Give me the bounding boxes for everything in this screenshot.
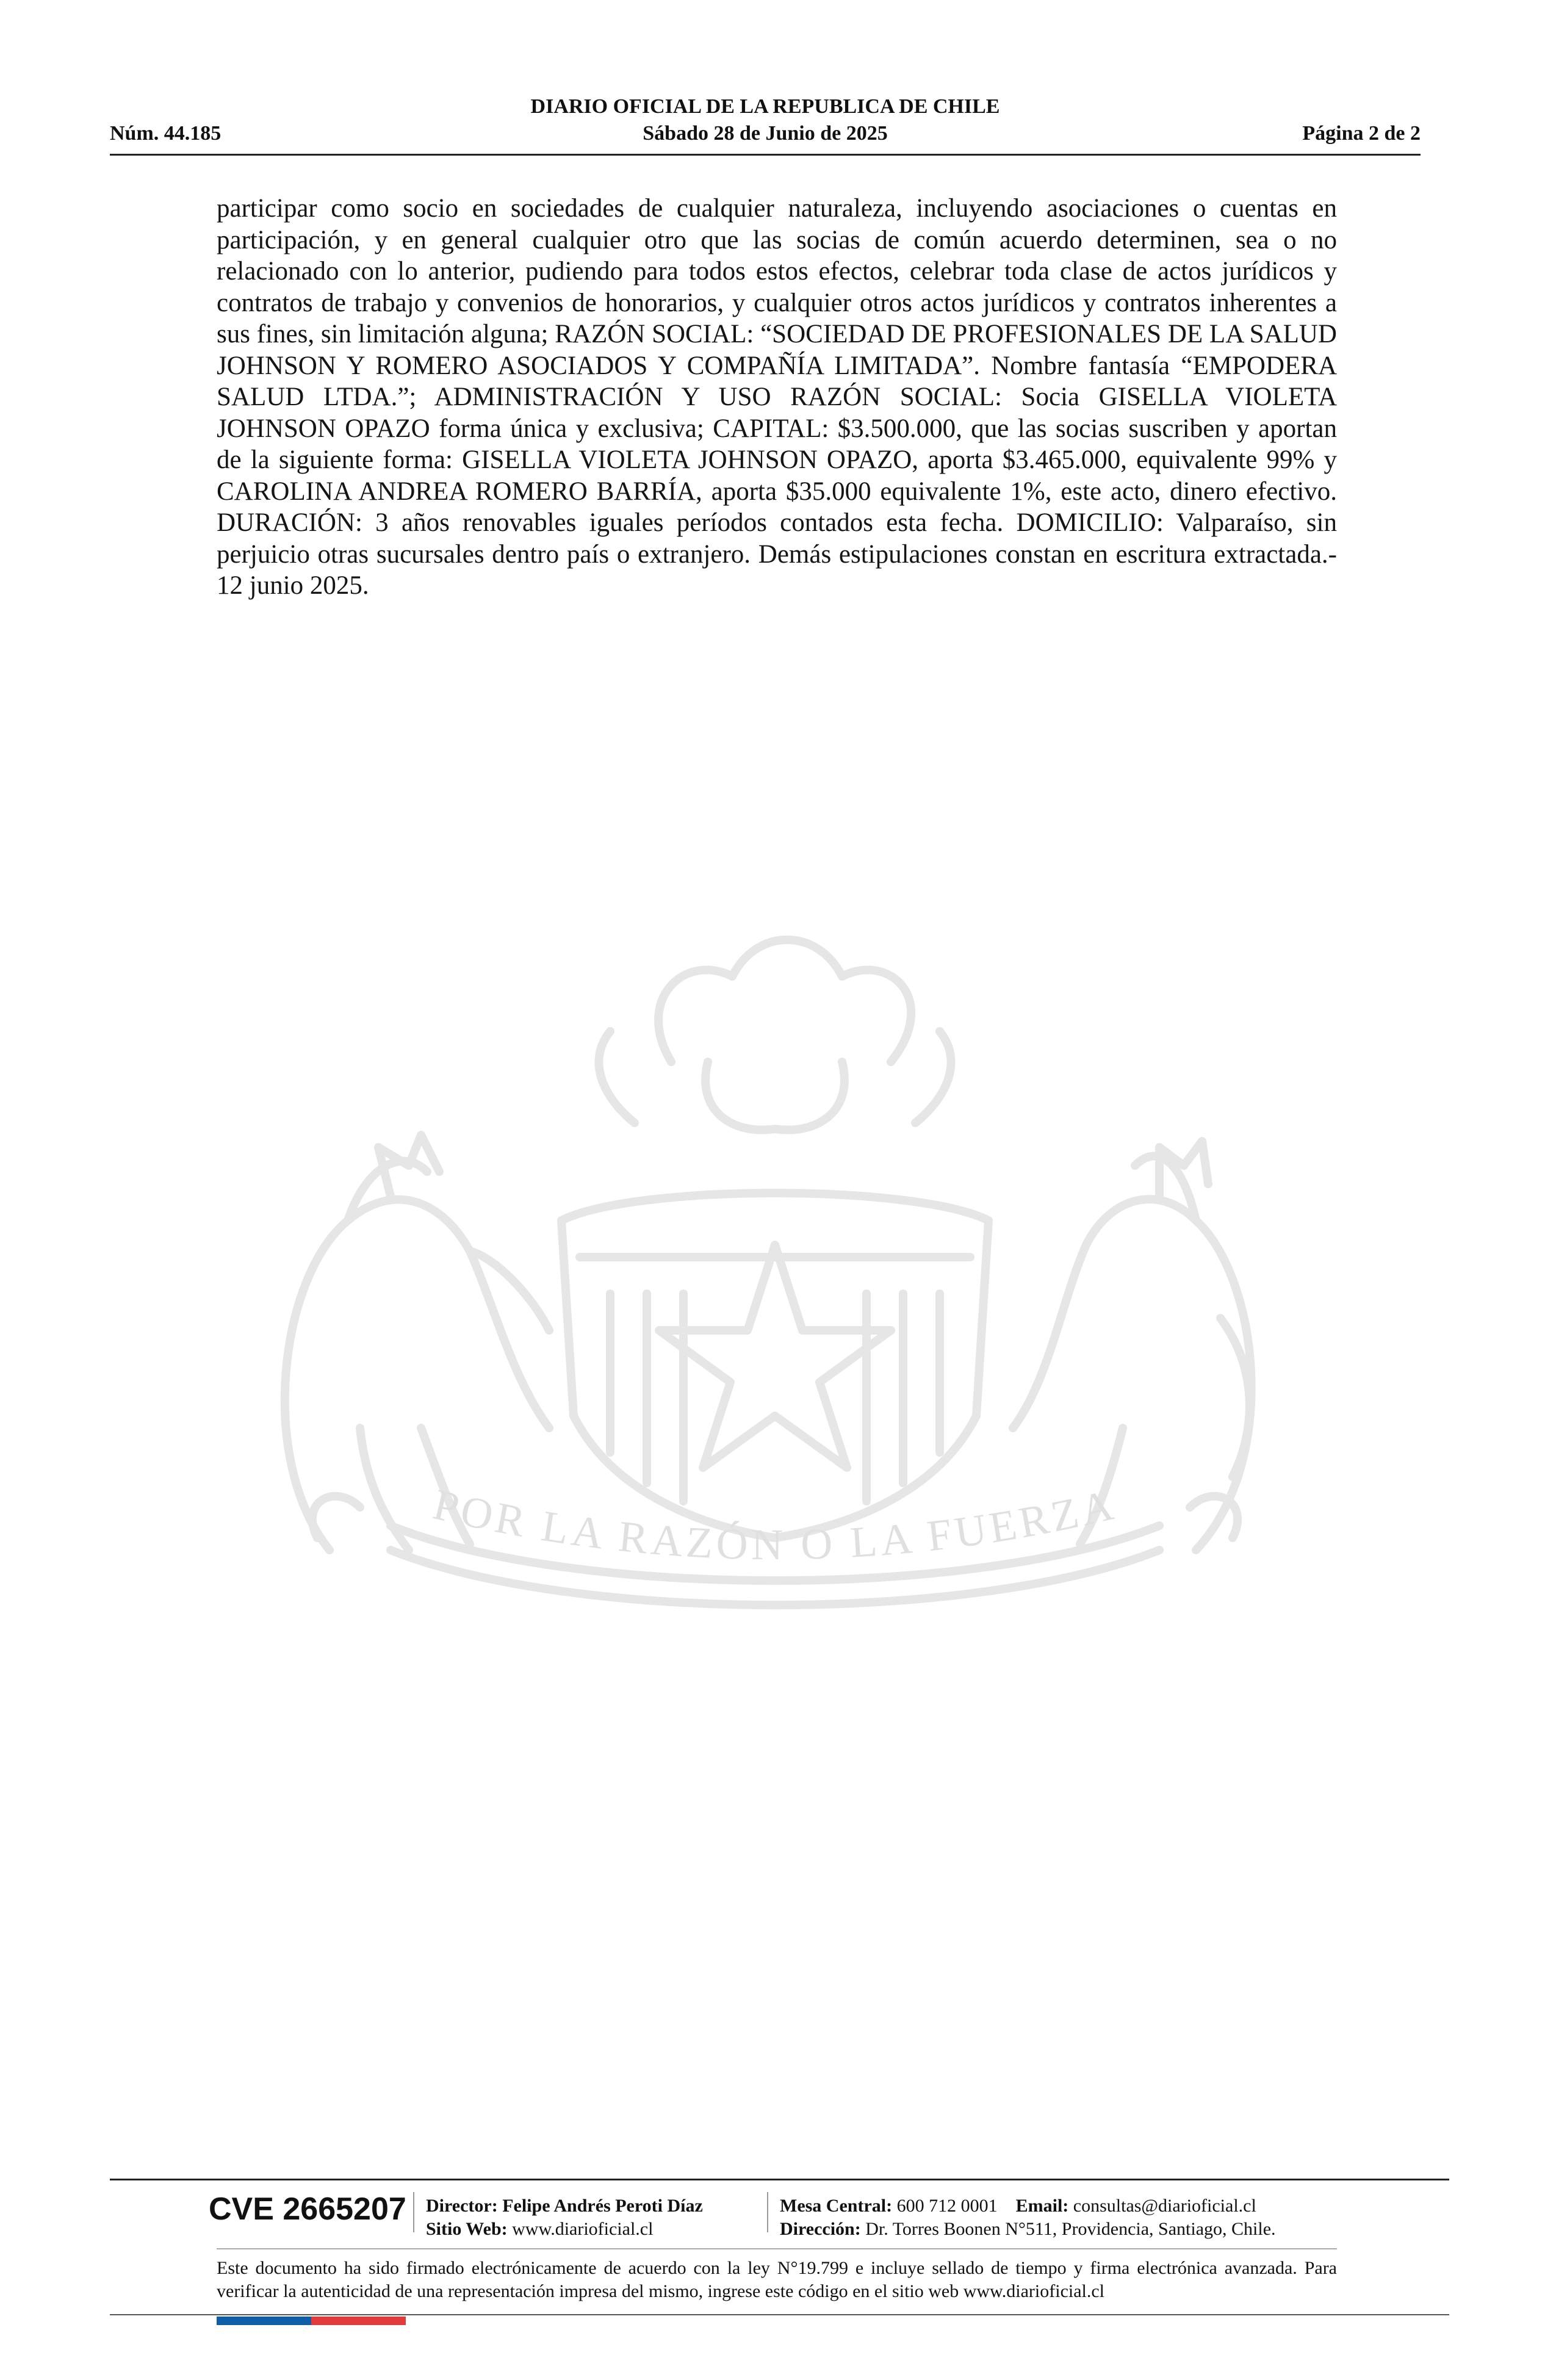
director-name: Felipe Andrés Peroti Díaz [502, 2196, 703, 2216]
mesa-label: Mesa Central: [780, 2196, 893, 2216]
footer-director-block [426, 2194, 703, 2241]
issue-date: Sábado 28 de Junio de 2025 [643, 122, 888, 145]
email-label: Email: [1015, 2196, 1069, 2216]
footer-contact-block [780, 2194, 1276, 2241]
footer-divider-bottom [110, 2314, 1449, 2315]
website-link[interactable]: www.diarioficial.cl [512, 2219, 654, 2239]
footer-separator [413, 2192, 414, 2232]
address-value: Dr. Torres Boonen N°511, Providencia, Santiago, Chile. [865, 2219, 1276, 2239]
header-divider [110, 154, 1421, 156]
website-label: Sitio Web: [426, 2219, 508, 2239]
publication-title: DIARIO OFICIAL DE LA REPUBLICA DE CHILE [530, 95, 1000, 118]
signature-notice: Este documento ha sido firmado electrónicamente de acuerdo con la ley N°19.799 e incluye sellado de tiempo y firma electrónica avanzada. Para verificar la autenticidad de una representación impresa del mismo, ingrese este código en el sitio web www.diarioficial.cl [217, 2258, 1337, 2301]
issue-number: Núm. 44.185 [110, 122, 222, 145]
svg-text:POR LA RAZÓN O LA FUERZA [429, 1480, 1121, 1570]
mesa-phone: 600 712 0001 [896, 2196, 998, 2216]
page-number: Página 2 de 2 [1302, 122, 1421, 145]
coat-of-arms-watermark-icon [207, 879, 1342, 1672]
address-label: Dirección: [780, 2219, 861, 2239]
email-link[interactable]: consultas@diarioficial.cl [1073, 2196, 1256, 2216]
cve-code: CVE 2665207 [209, 2191, 406, 2227]
director-label: Director: [426, 2196, 498, 2216]
footer-separator [767, 2192, 768, 2232]
page-header [110, 93, 1421, 160]
body-paragraph: participar como socio en sociedades de cualquier naturaleza, incluyendo asociaciones o cuentas en participación, y en general cualquier otro que las socias de común acuerdo determinen, sea o no relacionado con lo anterior, pudiendo para todos estos efectos, celebrar toda clase de actos jurídicos y contratos de trabajo y convenios de honorarios, y cualquier otros actos jurídicos y contratos inherentes a sus fines, sin limitación alguna; RAZÓN SOCIAL: “SOCIEDAD DE PROFESIONALES DE LA SALUD JOHNSON Y ROMERO ASOCIADOS Y COMPAÑÍA LIMITADA”. Nombre fantasía “EMPODERA SALUD LTDA.”; ADMINISTRACIÓN Y USO RAZÓN SOCIAL: Socia GISELLA VIOLETA JOHNSON OPAZO forma única y exclusiva; CAPITAL: $3.500.000, que las socias suscriben y aportan de la siguiente forma: GISELLA VIOLETA JOHNSON OPAZO, aporta $3.465.000, equivalente 99% y CAROLINA ANDREA ROMERO BARRÍA, aporta $35.000 equivalente 1%, este acto, dinero efectivo. DURACIÓN: 3 años renovables iguales períodos contados esta fecha. DOMICILIO: Valparaíso, sin perjuicio otras sucursales dentro país o extranjero. Demás estipulaciones constan en escritura extractada.- 12 junio 2025. [217, 194, 1337, 600]
flag-stripe-blue [217, 2317, 311, 2325]
footer-divider-inner [217, 2248, 1337, 2249]
watermark-motto: POR LA RAZÓN O LA FUERZA [428, 1479, 1122, 1570]
flag-stripe-red [311, 2317, 406, 2325]
footer-divider-top [110, 2179, 1449, 2180]
